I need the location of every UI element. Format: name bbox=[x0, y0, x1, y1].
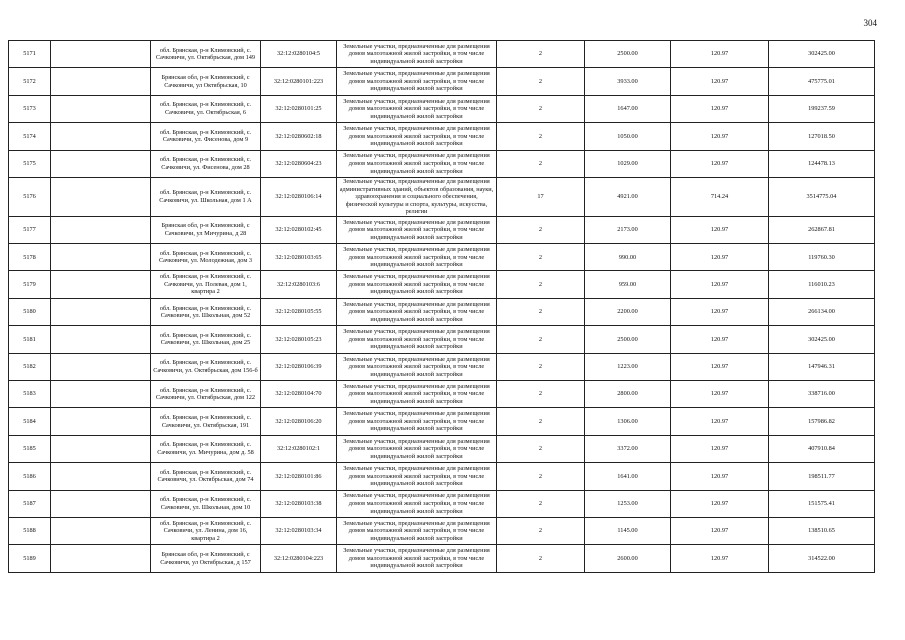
row-number: 5178 bbox=[9, 244, 51, 271]
cadastral-number-cell: 32:12:0280106:39 bbox=[261, 353, 337, 380]
land-use-cell: Земельные участки, предназначенные для размещения домов малоэтажной жилой застройки, в том числе индивидуальной жилой застройки bbox=[337, 463, 497, 490]
address-cell: Брянская обл, р-н Климовский, с Сачковичи, ул Октябрьская, 10 bbox=[151, 68, 261, 95]
cadastral-number-cell: 32:12:0280102:45 bbox=[261, 216, 337, 243]
blank-cell bbox=[51, 517, 151, 544]
use-code-cell: 2 bbox=[497, 68, 585, 95]
use-code-cell: 2 bbox=[497, 517, 585, 544]
address-cell: обл. Брянская, р-н Климовский, с. Сачковичи, ул. Октябрьская, 191 bbox=[151, 408, 261, 435]
cadastral-cost-cell: 302425.00 bbox=[769, 326, 875, 353]
area-cell: 1223.00 bbox=[585, 353, 671, 380]
blank-cell bbox=[51, 216, 151, 243]
rate-cell: 120.97 bbox=[671, 353, 769, 380]
cadastral-number-cell: 32:12:0280104:70 bbox=[261, 381, 337, 408]
area-cell: 4921.00 bbox=[585, 177, 671, 216]
cadastral-cost-cell: 262867.81 bbox=[769, 216, 875, 243]
address-cell: обл. Брянская, р-н Климовский, с. Сачковичи, ул. Октябрьская, дом 122 bbox=[151, 381, 261, 408]
cadastral-cost-cell: 116010.23 bbox=[769, 271, 875, 298]
cadastral-number-cell: 32:12:0280103:65 bbox=[261, 244, 337, 271]
land-use-cell: Земельные участки, предназначенные для размещения домов малоэтажной жилой застройки, в том числе индивидуальной жилой застройки bbox=[337, 244, 497, 271]
table-row bbox=[9, 177, 875, 216]
cadastral-number-cell: 32:12:0280101:25 bbox=[261, 95, 337, 122]
rate-cell: 120.97 bbox=[671, 95, 769, 122]
use-code-cell: 2 bbox=[497, 381, 585, 408]
use-code-cell: 17 bbox=[497, 177, 585, 216]
table-row bbox=[9, 150, 875, 177]
area-cell: 3372.00 bbox=[585, 435, 671, 462]
cadastral-cost-cell: 199237.59 bbox=[769, 95, 875, 122]
blank-cell bbox=[51, 68, 151, 95]
rate-cell: 120.97 bbox=[671, 463, 769, 490]
cadastral-cost-cell: 198511.77 bbox=[769, 463, 875, 490]
cadastral-cost-cell: 302425.00 bbox=[769, 41, 875, 68]
area-cell: 2173.00 bbox=[585, 216, 671, 243]
cadastral-number-cell: 32:12:0280103:34 bbox=[261, 517, 337, 544]
land-use-cell: Земельные участки, предназначенные для размещения домов малоэтажной жилой застройки, в том числе индивидуальной жилой застройки bbox=[337, 408, 497, 435]
address-cell: обл. Брянская, р-н Климовский, с. Сачковичи, ул. Полевая, дом 1, квартира 2 bbox=[151, 271, 261, 298]
cadastral-number-cell: 32:12:0280105:23 bbox=[261, 326, 337, 353]
row-number: 5187 bbox=[9, 490, 51, 517]
cadastral-cost-cell: 138510.65 bbox=[769, 517, 875, 544]
table-row bbox=[9, 95, 875, 122]
table-row bbox=[9, 353, 875, 380]
use-code-cell: 2 bbox=[497, 353, 585, 380]
table-row bbox=[9, 490, 875, 517]
area-cell: 1029.00 bbox=[585, 150, 671, 177]
address-cell: обл. Брянская, р-н Климовский, с. Сачковичи, ул. Фисенова, дом 28 bbox=[151, 150, 261, 177]
address-cell: обл. Брянская, р-н Климовский, с. Сачковичи, ул. Ленина, дом 16, квартира 2 bbox=[151, 517, 261, 544]
land-use-cell: Земельные участки, предназначенные для размещения домов малоэтажной жилой застройки, в том числе индивидуальной жилой застройки bbox=[337, 271, 497, 298]
blank-cell bbox=[51, 435, 151, 462]
cadastral-number-cell: 32:12:0280106:14 bbox=[261, 177, 337, 216]
land-use-cell: Земельные участки, предназначенные для размещения административных зданий, объектов образования, науки, здравоохранения и социального обеспечения, физической культуры и спорта, культуры, искусства, религии bbox=[337, 177, 497, 216]
rate-cell: 120.97 bbox=[671, 271, 769, 298]
blank-cell bbox=[51, 353, 151, 380]
rate-cell: 120.97 bbox=[671, 68, 769, 95]
area-cell: 3933.00 bbox=[585, 68, 671, 95]
area-cell: 2600.00 bbox=[585, 545, 671, 572]
cadastral-number-cell: 32:12:0280101:86 bbox=[261, 463, 337, 490]
use-code-cell: 2 bbox=[497, 123, 585, 150]
address-cell: обл. Брянская, р-н Климовский, с. Сачковичи, ул. Молодежная, дом 3 bbox=[151, 244, 261, 271]
blank-cell bbox=[51, 177, 151, 216]
cadastral-cost-cell: 338716.00 bbox=[769, 381, 875, 408]
blank-cell bbox=[51, 545, 151, 572]
cadastral-number-cell: 32:12:0280106:20 bbox=[261, 408, 337, 435]
rate-cell: 120.97 bbox=[671, 244, 769, 271]
area-cell: 990.00 bbox=[585, 244, 671, 271]
address-cell: обл. Брянская, р-н Климовский, с. Сачковичи, ул. Октябрьская, дом 156-б bbox=[151, 353, 261, 380]
rate-cell: 120.97 bbox=[671, 41, 769, 68]
rate-cell: 120.97 bbox=[671, 545, 769, 572]
blank-cell bbox=[51, 41, 151, 68]
blank-cell bbox=[51, 271, 151, 298]
rate-cell: 120.97 bbox=[671, 298, 769, 325]
cadastral-number-cell: 32:12:0280103:38 bbox=[261, 490, 337, 517]
table-row bbox=[9, 123, 875, 150]
cadastral-cost-cell: 119760.30 bbox=[769, 244, 875, 271]
land-use-cell: Земельные участки, предназначенные для размещения домов малоэтажной жилой застройки, в том числе индивидуальной жилой застройки bbox=[337, 517, 497, 544]
table-row bbox=[9, 408, 875, 435]
blank-cell bbox=[51, 463, 151, 490]
blank-cell bbox=[51, 381, 151, 408]
table-row bbox=[9, 435, 875, 462]
page-number: 304 bbox=[863, 18, 877, 28]
rate-cell: 120.97 bbox=[671, 216, 769, 243]
rate-cell: 120.97 bbox=[671, 490, 769, 517]
table-row bbox=[9, 216, 875, 243]
land-use-cell: Земельные участки, предназначенные для размещения домов малоэтажной жилой застройки, в том числе индивидуальной жилой застройки bbox=[337, 490, 497, 517]
area-cell: 959.00 bbox=[585, 271, 671, 298]
row-number: 5176 bbox=[9, 177, 51, 216]
land-use-cell: Земельные участки, предназначенные для размещения домов малоэтажной жилой застройки, в том числе индивидуальной жилой застройки bbox=[337, 95, 497, 122]
cadastral-number-cell: 32:12:0280604:23 bbox=[261, 150, 337, 177]
rate-cell: 714.24 bbox=[671, 177, 769, 216]
address-cell: обл. Брянская, р-н Климовский, с. Сачковичи, ул. Мичурина, дом д. 58 bbox=[151, 435, 261, 462]
address-cell: Брянская обл, р-н Климовский, с Сачковичи, ул Мичурина, д 28 bbox=[151, 216, 261, 243]
rate-cell: 120.97 bbox=[671, 435, 769, 462]
cadastral-number-cell: 32:12:0280602:18 bbox=[261, 123, 337, 150]
address-cell: обл. Брянская, р-н Климовский, с. Сачковичи, ул. Октябрьская, 6 bbox=[151, 95, 261, 122]
cadastral-cost-cell: 314522.00 bbox=[769, 545, 875, 572]
area-cell: 2200.00 bbox=[585, 298, 671, 325]
cadastral-number-cell: 32:12:0280102:1 bbox=[261, 435, 337, 462]
cadastral-number-cell: 32:12:0280105:55 bbox=[261, 298, 337, 325]
row-number: 5177 bbox=[9, 216, 51, 243]
cadastral-cost-cell: 3514775.04 bbox=[769, 177, 875, 216]
address-cell: обл. Брянская, р-н Климовский, с. Сачковичи, ул. Октябрьская, дом 74 bbox=[151, 463, 261, 490]
use-code-cell: 2 bbox=[497, 545, 585, 572]
table-row bbox=[9, 244, 875, 271]
use-code-cell: 2 bbox=[497, 150, 585, 177]
rate-cell: 120.97 bbox=[671, 123, 769, 150]
use-code-cell: 2 bbox=[497, 490, 585, 517]
use-code-cell: 2 bbox=[497, 298, 585, 325]
land-use-cell: Земельные участки, предназначенные для размещения домов малоэтажной жилой застройки, в том числе индивидуальной жилой застройки bbox=[337, 353, 497, 380]
address-cell: обл. Брянская, р-н Климовский, с. Сачковичи, ул. Фисенова, дом 9 bbox=[151, 123, 261, 150]
cadastral-cost-cell: 124478.13 bbox=[769, 150, 875, 177]
address-cell: Брянская обл, р-н Климовский, с Сачковичи, ул Октябрьская, д 157 bbox=[151, 545, 261, 572]
land-use-cell: Земельные участки, предназначенные для размещения домов малоэтажной жилой застройки, в том числе индивидуальной жилой застройки bbox=[337, 298, 497, 325]
blank-cell bbox=[51, 490, 151, 517]
row-number: 5179 bbox=[9, 271, 51, 298]
cadastral-number-cell: 32:12:0280104:223 bbox=[261, 545, 337, 572]
use-code-cell: 2 bbox=[497, 244, 585, 271]
blank-cell bbox=[51, 123, 151, 150]
rate-cell: 120.97 bbox=[671, 408, 769, 435]
area-cell: 1253.00 bbox=[585, 490, 671, 517]
land-use-cell: Земельные участки, предназначенные для размещения домов малоэтажной жилой застройки, в том числе индивидуальной жилой застройки bbox=[337, 381, 497, 408]
table-row bbox=[9, 298, 875, 325]
cadastral-cost-cell: 127018.50 bbox=[769, 123, 875, 150]
cadastral-cost-cell: 407910.84 bbox=[769, 435, 875, 462]
use-code-cell: 2 bbox=[497, 271, 585, 298]
row-number: 5175 bbox=[9, 150, 51, 177]
row-number: 5171 bbox=[9, 41, 51, 68]
cadastral-cost-cell: 475775.01 bbox=[769, 68, 875, 95]
rate-cell: 120.97 bbox=[671, 381, 769, 408]
cadastral-cost-cell: 157986.82 bbox=[769, 408, 875, 435]
cadastral-cost-cell: 147946.31 bbox=[769, 353, 875, 380]
cadastral-registry-table bbox=[8, 40, 875, 573]
area-cell: 2800.00 bbox=[585, 381, 671, 408]
row-number: 5172 bbox=[9, 68, 51, 95]
table-row bbox=[9, 545, 875, 572]
area-cell: 1050.00 bbox=[585, 123, 671, 150]
blank-cell bbox=[51, 408, 151, 435]
use-code-cell: 2 bbox=[497, 408, 585, 435]
land-use-cell: Земельные участки, предназначенные для размещения домов малоэтажной жилой застройки, в том числе индивидуальной жилой застройки bbox=[337, 68, 497, 95]
cadastral-number-cell: 32:12:0280104:5 bbox=[261, 41, 337, 68]
row-number: 5173 bbox=[9, 95, 51, 122]
use-code-cell: 2 bbox=[497, 326, 585, 353]
blank-cell bbox=[51, 244, 151, 271]
land-use-cell: Земельные участки, предназначенные для размещения домов малоэтажной жилой застройки, в том числе индивидуальной жилой застройки bbox=[337, 545, 497, 572]
row-number: 5174 bbox=[9, 123, 51, 150]
table-row bbox=[9, 68, 875, 95]
cadastral-number-cell: 32:12:0280103:6 bbox=[261, 271, 337, 298]
address-cell: обл. Брянская, р-н Климовский, с. Сачковичи, ул. Школьная, дом 1 А bbox=[151, 177, 261, 216]
table-row bbox=[9, 41, 875, 68]
area-cell: 2500.00 bbox=[585, 326, 671, 353]
row-number: 5186 bbox=[9, 463, 51, 490]
row-number: 5183 bbox=[9, 381, 51, 408]
blank-cell bbox=[51, 150, 151, 177]
use-code-cell: 2 bbox=[497, 216, 585, 243]
row-number: 5185 bbox=[9, 435, 51, 462]
land-use-cell: Земельные участки, предназначенные для размещения домов малоэтажной жилой застройки, в том числе индивидуальной жилой застройки bbox=[337, 150, 497, 177]
table-row bbox=[9, 463, 875, 490]
row-number: 5182 bbox=[9, 353, 51, 380]
rate-cell: 120.97 bbox=[671, 150, 769, 177]
land-use-cell: Земельные участки, предназначенные для размещения домов малоэтажной жилой застройки, в том числе индивидуальной жилой застройки bbox=[337, 41, 497, 68]
row-number: 5180 bbox=[9, 298, 51, 325]
land-use-cell: Земельные участки, предназначенные для размещения домов малоэтажной жилой застройки, в том числе индивидуальной жилой застройки bbox=[337, 216, 497, 243]
blank-cell bbox=[51, 326, 151, 353]
cadastral-number-cell: 32:12:0280101:223 bbox=[261, 68, 337, 95]
address-cell: обл. Брянская, р-н Климовский, с. Сачковичи, ул. Школьная, дом 10 bbox=[151, 490, 261, 517]
row-number: 5189 bbox=[9, 545, 51, 572]
use-code-cell: 2 bbox=[497, 95, 585, 122]
land-use-cell: Земельные участки, предназначенные для размещения домов малоэтажной жилой застройки, в том числе индивидуальной жилой застройки bbox=[337, 435, 497, 462]
use-code-cell: 2 bbox=[497, 463, 585, 490]
table-row bbox=[9, 517, 875, 544]
row-number: 5184 bbox=[9, 408, 51, 435]
address-cell: обл. Брянская, р-н Климовский, с. Сачковичи, ул. Школьная, дом 52 bbox=[151, 298, 261, 325]
area-cell: 1647.00 bbox=[585, 95, 671, 122]
area-cell: 1306.00 bbox=[585, 408, 671, 435]
address-cell: обл. Брянская, р-н Климовский, с. Сачковичи, ул. Школьная, дом 25 bbox=[151, 326, 261, 353]
row-number: 5188 bbox=[9, 517, 51, 544]
table-row bbox=[9, 381, 875, 408]
area-cell: 1641.00 bbox=[585, 463, 671, 490]
cadastral-cost-cell: 266134.00 bbox=[769, 298, 875, 325]
land-use-cell: Земельные участки, предназначенные для размещения домов малоэтажной жилой застройки, в том числе индивидуальной жилой застройки bbox=[337, 123, 497, 150]
table-row bbox=[9, 271, 875, 298]
blank-cell bbox=[51, 298, 151, 325]
cadastral-cost-cell: 151575.41 bbox=[769, 490, 875, 517]
table-row bbox=[9, 326, 875, 353]
use-code-cell: 2 bbox=[497, 435, 585, 462]
area-cell: 1145.00 bbox=[585, 517, 671, 544]
blank-cell bbox=[51, 95, 151, 122]
use-code-cell: 2 bbox=[497, 41, 585, 68]
rate-cell: 120.97 bbox=[671, 326, 769, 353]
rate-cell: 120.97 bbox=[671, 517, 769, 544]
area-cell: 2500.00 bbox=[585, 41, 671, 68]
address-cell: обл. Брянская, р-н Климовский, с. Сачковичи, ул. Октябрьская, дом 149 bbox=[151, 41, 261, 68]
land-use-cell: Земельные участки, предназначенные для размещения домов малоэтажной жилой застройки, в том числе индивидуальной жилой застройки bbox=[337, 326, 497, 353]
row-number: 5181 bbox=[9, 326, 51, 353]
